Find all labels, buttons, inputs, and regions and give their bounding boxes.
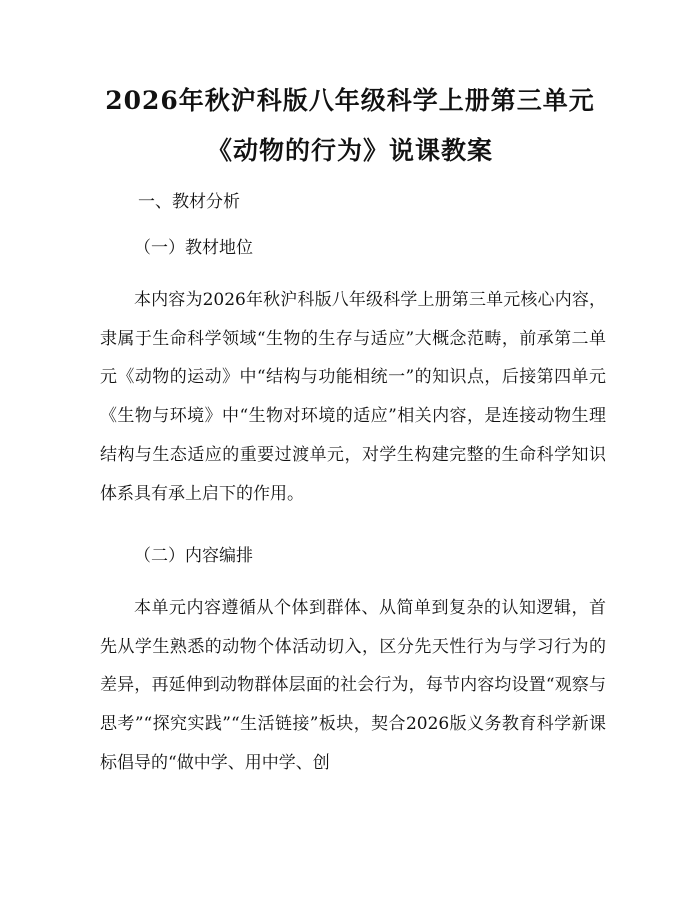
document-title-line1: 2026年秋沪科版八年级科学上册第三单元 [105,86,595,115]
document-title-line2: 《动物的行为》说课教案 [206,136,493,165]
subsection-heading-textbook-status: （一）教材地位 [134,238,253,258]
subsection-heading-content-arrangement: （二）内容编排 [134,546,253,566]
paragraph-textbook-status: 本内容为2026年秋沪科版八年级科学上册第三单元核心内容，隶属于生命科学领域“生物的生存与适应”大概念范畴，前承第二单元《动物的运动》中“结构与功能相统一”的知识点，后接第四单元《生物与环境》中“生物对环境的适应”相关内容，是连接动物生理结构与生态适应的重要过渡单元，对学生构建完整的生命科学知识体系具有承上启下的作用。 [100,290,606,504]
section-heading-textbook-analysis: 一、教材分析 [138,192,240,212]
paragraph-content-arrangement: 本单元内容遵循从个体到群体、从简单到复杂的认知逻辑，首先从学生熟悉的动物个体活动切入，区分先天性行为与学习行为的差异，再延伸到动物群体层面的社会行为，每节内容均设置“观察与思考”“探究实践”“生活链接”板块，契合2026版义务教育科学新课标倡导的“做中学、用中学、创 [100,598,606,773]
